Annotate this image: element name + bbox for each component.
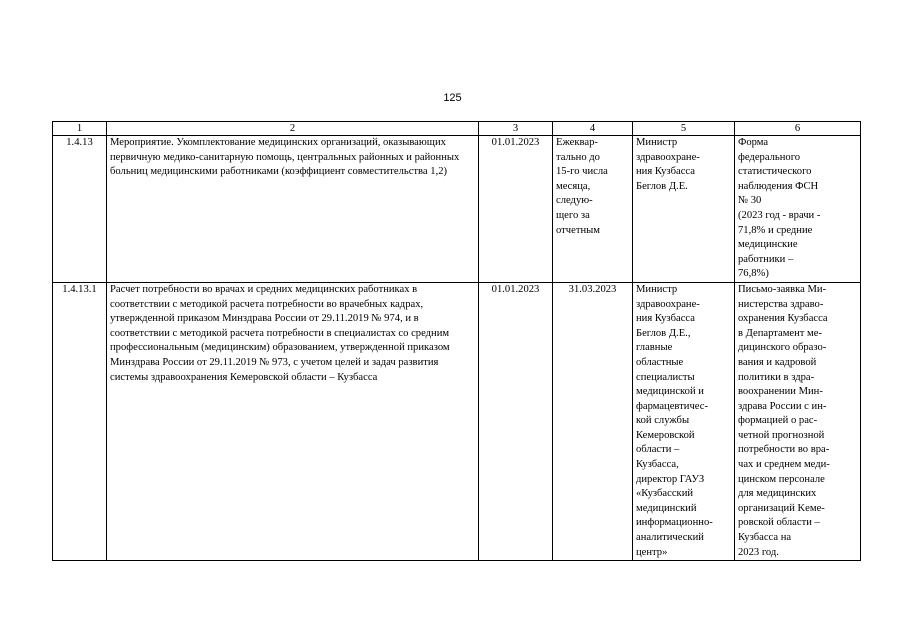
column-header: 2 xyxy=(107,122,479,136)
row-result xyxy=(735,282,861,560)
cell-line: области – xyxy=(636,444,680,456)
cell-line: охранения Кузбасса xyxy=(738,313,828,325)
cell-line: для медицинских xyxy=(738,488,817,500)
cell-line: Кузбасса на xyxy=(738,532,792,544)
column-header: 1 xyxy=(53,122,107,136)
cell-line: щего за xyxy=(556,209,590,221)
cell-line: политики в здра- xyxy=(738,371,815,383)
row-description: Расчет потребности во врачах и средних медицинских работниках в соответствии с методикой расчета потребности во врачебных кадрах, утвержденной приказом Минздрава России от 29.11.2019 № 974, и в соответствии с методикой расчета потребности в специалистах со средним профессиональным (медицинским) образованием, утвержденной приказом Минздрава России от 29.11.2019 № 973, с учетом целей и задач развития системы здравоохранения Кемеровской области – Кузбасса xyxy=(107,282,479,560)
row-end-date xyxy=(553,282,633,560)
cell-line: медицинский xyxy=(636,502,697,514)
cell-line: «Кузбасский xyxy=(636,488,694,500)
row-start-date: 01.01.2023 xyxy=(479,282,553,560)
cell-line: 76,8%) xyxy=(738,268,769,280)
cell-line: здравоохране- xyxy=(636,298,700,310)
cell-line: кой службы xyxy=(636,415,690,427)
cell-line: тально до xyxy=(556,151,600,163)
cell-line: нистерства здраво- xyxy=(738,298,824,310)
cell-line: специалисты xyxy=(636,371,695,383)
cell-line: 2023 год. xyxy=(738,546,779,558)
column-header: 6 xyxy=(735,122,861,136)
cell-line: чах и среднем меди- xyxy=(738,459,830,471)
cell-line: ния Кузбасса xyxy=(636,313,695,325)
cell-line: месяца, xyxy=(556,180,591,192)
plan-table xyxy=(52,121,861,561)
cell-line: Форма xyxy=(738,137,769,148)
cell-line: здравоохране- xyxy=(636,151,700,163)
cell-line: (2023 год - врачи - xyxy=(738,209,821,221)
cell-line: аналитический xyxy=(636,532,704,544)
cell-line: Ежеквар- xyxy=(556,137,598,148)
cell-line: наблюдения ФСН xyxy=(738,180,819,192)
cell-line: 15-го числа xyxy=(556,166,608,178)
cell-line: дицинского образо- xyxy=(738,342,827,354)
cell-line: Кузбасса, xyxy=(636,459,679,471)
cell-line: отчетным xyxy=(556,224,600,236)
cell-line: статистического xyxy=(738,166,812,178)
column-header: 4 xyxy=(553,122,633,136)
cell-line: центр» xyxy=(636,546,668,558)
cell-line: следую- xyxy=(556,195,593,207)
row-number: 1.4.13 xyxy=(53,136,107,283)
cell-line: Письмо-заявка Ми- xyxy=(738,283,827,295)
cell-line: ния Кузбасса xyxy=(636,166,695,178)
column-header: 5 xyxy=(633,122,735,136)
cell-line: потребности во вра- xyxy=(738,444,830,456)
row-description: Мероприятие. Укомплектование медицинских организаций, оказывающих первичную медико-санитарную помощь, центральных районных и районных больниц медицинскими работниками (коэффициент совместительства 1,2) xyxy=(107,136,479,283)
cell-line: формацией о рас- xyxy=(738,415,818,427)
cell-line: Министр xyxy=(636,283,678,295)
row-start-date: 01.01.2023 xyxy=(479,136,553,283)
cell-line: работники – xyxy=(738,253,794,265)
row-result xyxy=(735,136,861,283)
cell-line: главные xyxy=(636,342,673,354)
cell-line: фармацевтичес- xyxy=(636,400,708,412)
table-header-row xyxy=(53,122,861,136)
cell-line: медицинской и xyxy=(636,386,704,398)
cell-line: 31.03.2023 xyxy=(568,283,617,295)
row-responsible xyxy=(633,136,735,283)
row-end-date xyxy=(553,136,633,283)
cell-line: областные xyxy=(636,356,684,368)
cell-line: Министр xyxy=(636,137,678,148)
cell-line: четной прогнозной xyxy=(738,429,825,441)
cell-line: ровской области – xyxy=(738,517,820,529)
cell-line: федерального xyxy=(738,151,801,163)
page-number: 125 xyxy=(443,92,462,104)
cell-line: медицинские xyxy=(738,239,798,251)
column-header: 3 xyxy=(479,122,553,136)
cell-line: Беглов Д.Е. xyxy=(636,180,688,192)
row-responsible xyxy=(633,282,735,560)
row-number: 1.4.13.1 xyxy=(53,282,107,560)
cell-line: цинском персонале xyxy=(738,473,825,485)
table-row xyxy=(53,136,861,283)
cell-line: здрава России с ин- xyxy=(738,400,827,412)
cell-line: Кемеровской xyxy=(636,429,695,441)
cell-line: вания и кадровой xyxy=(738,356,817,368)
cell-line: информационно- xyxy=(636,517,713,529)
cell-line: воохранении Мин- xyxy=(738,386,823,398)
cell-line: организаций Keме- xyxy=(738,502,825,514)
cell-line: директор ГАУЗ xyxy=(636,473,705,485)
cell-line: 71,8% и средние xyxy=(738,224,813,236)
cell-line: в Департамент ме- xyxy=(738,327,822,339)
cell-line: Беглов Д.Е., xyxy=(636,327,691,339)
table-row xyxy=(53,282,861,560)
cell-line: № 30 xyxy=(738,195,762,207)
